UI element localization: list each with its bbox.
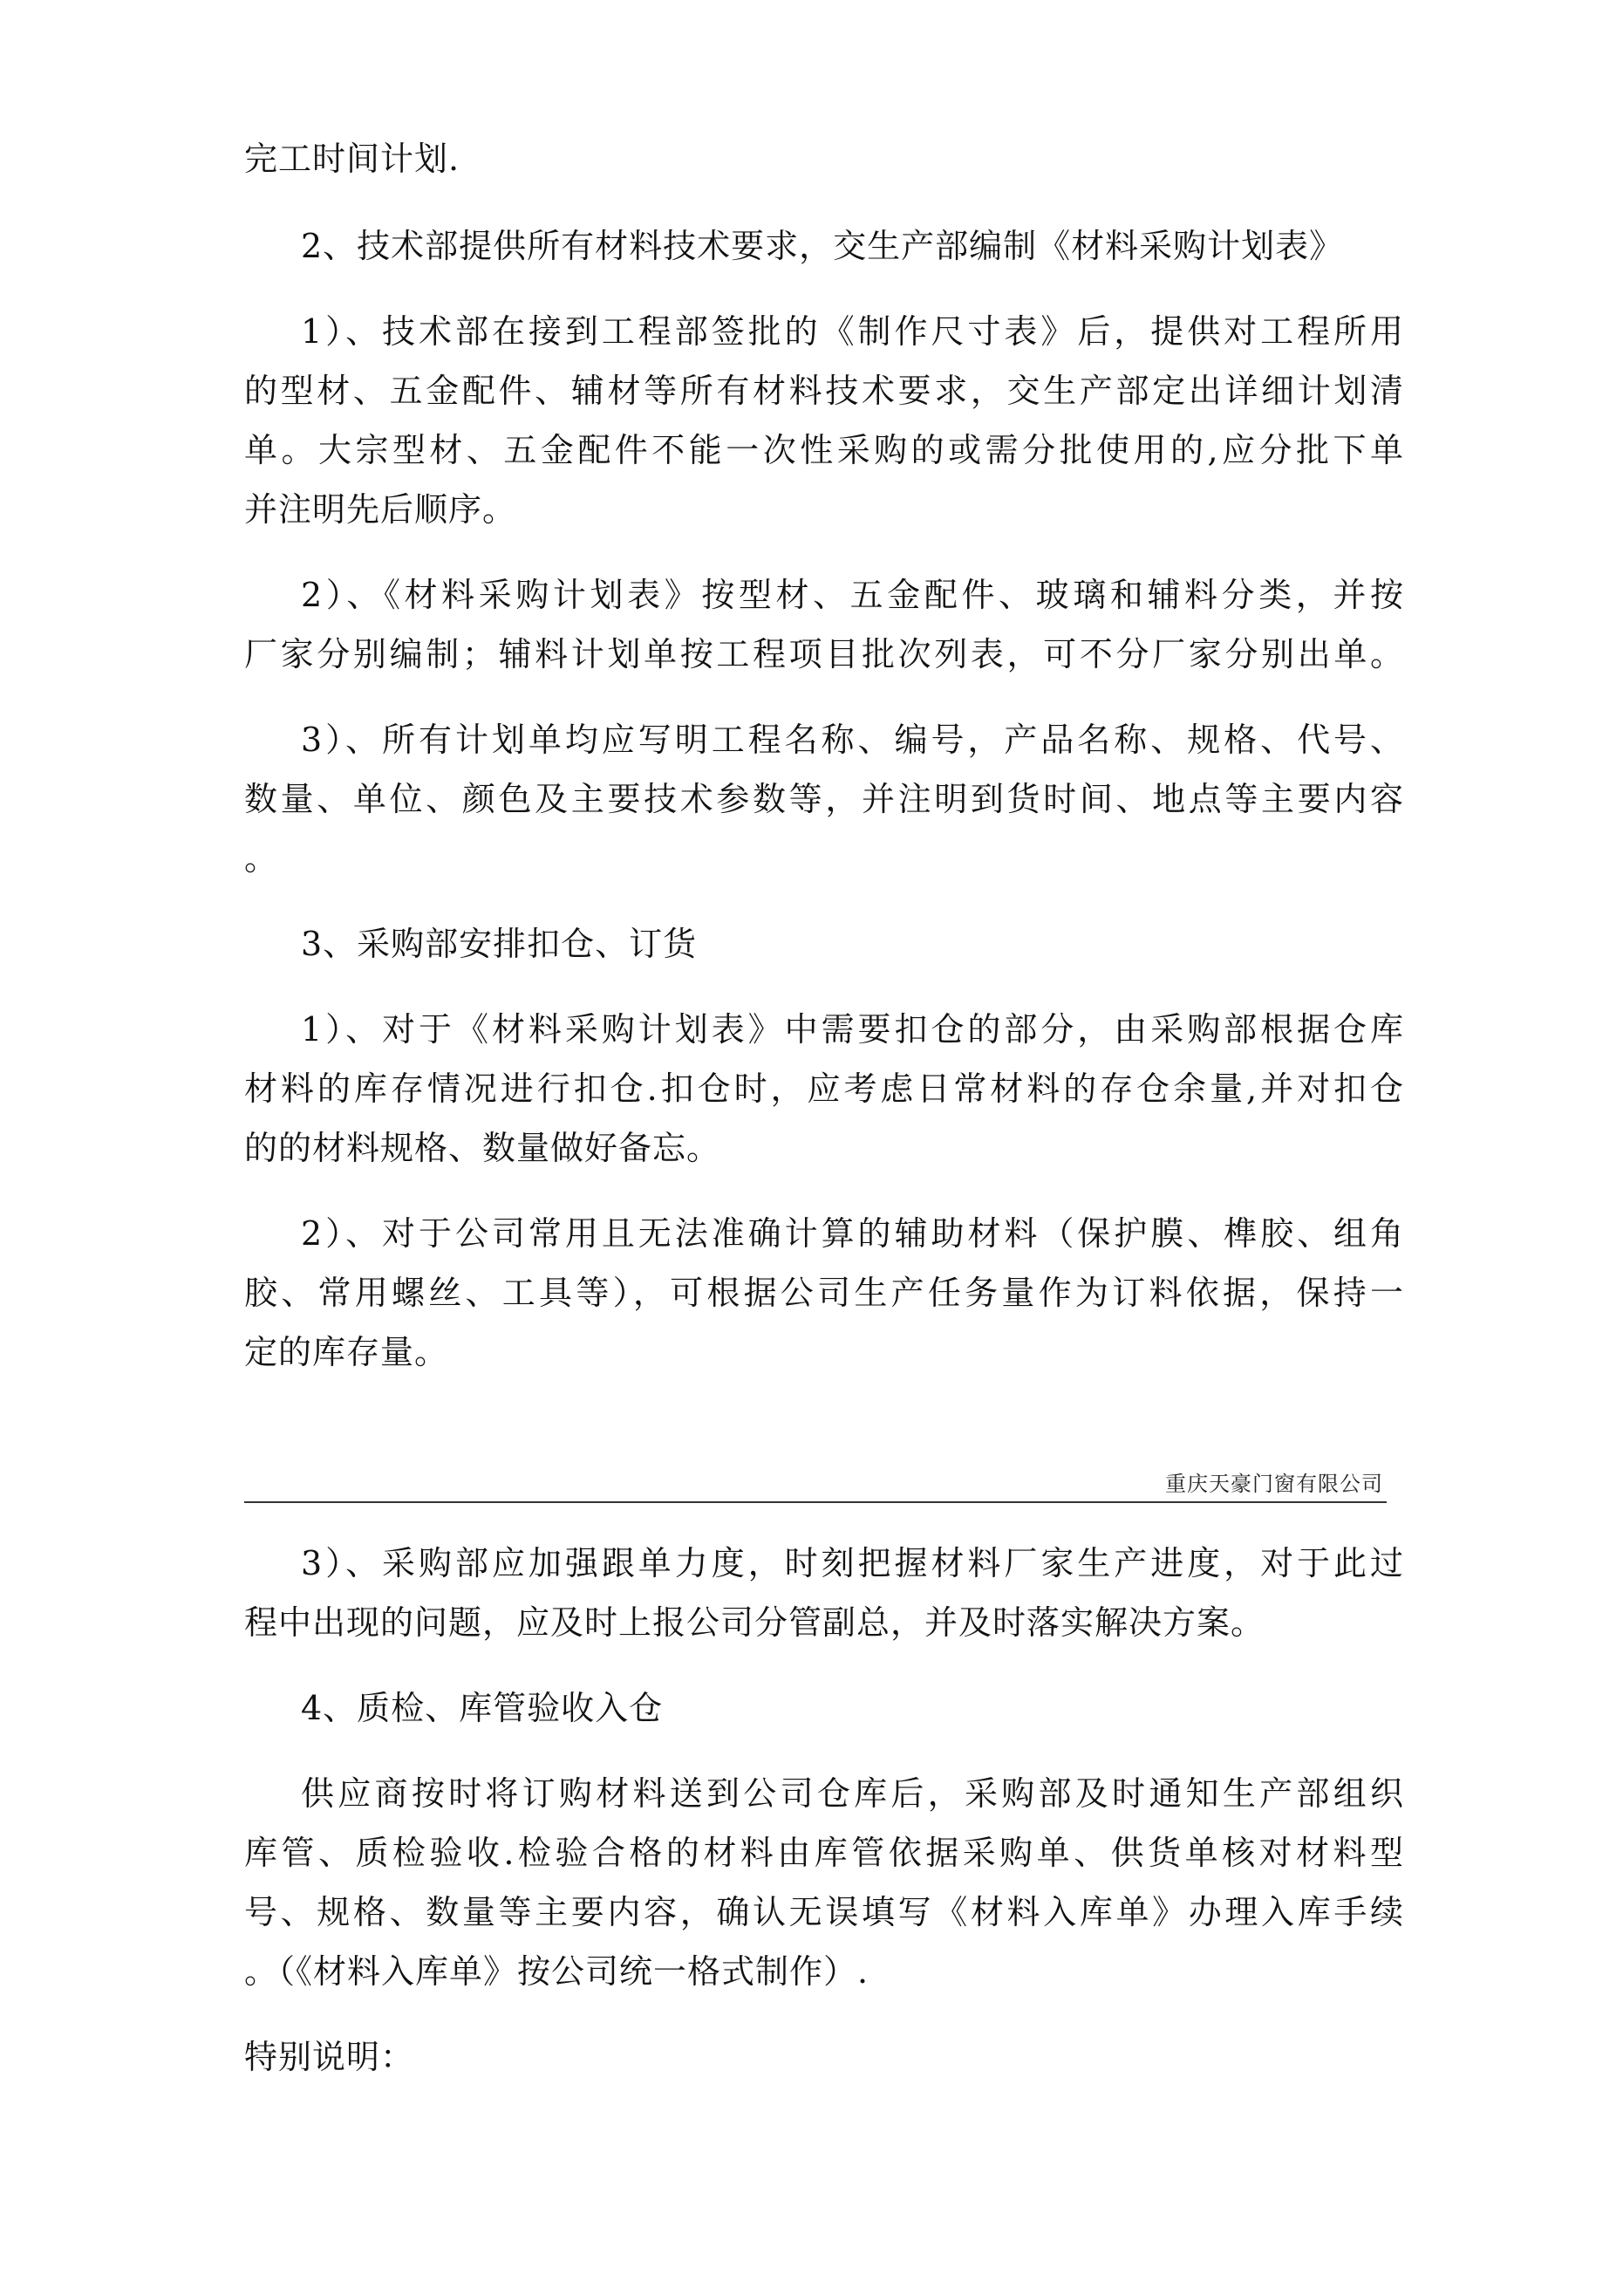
text-line: 程中出现的问题，应及时上报公司分管副总，并及时落实解决方案。	[244, 1603, 1265, 1642]
text-line: 并注明先后顺序。	[244, 490, 517, 529]
section-heading: 特别说明：	[244, 2038, 415, 2076]
section-heading: 2、技术部提供所有材料技术要求，交生产部编制《材料采购计划表》	[301, 227, 1344, 265]
section-heading: 4、质检、库管验收入仓	[301, 1689, 664, 1727]
text-line: 1）、对于《材料采购计划表》中需要扣仓的部分，由采购部根据仓库	[301, 1010, 1404, 1049]
divider	[244, 1501, 1387, 1503]
text-line: 号、规格、数量等主要内容，确认无误填写《材料入库单》办理入库手续	[244, 1893, 1404, 1931]
text-line: 的的材料规格、数量做好备忘。	[244, 1129, 721, 1167]
text-line: 供应商按时将订购材料送到公司仓库后，采购部及时通知生产部组织	[301, 1774, 1404, 1813]
text-line: 3）、采购部应加强跟单力度，时刻把握材料厂家生产进度，对于此过	[301, 1544, 1404, 1582]
text-line: 数量、单位、颜色及主要技术参数等，并注明到货时间、地点等主要内容	[244, 780, 1404, 818]
text-line: 。（《材料入库单》按公司统一格式制作）.	[244, 1952, 869, 1991]
text-line: 2）、对于公司常用且无法准确计算的辅助材料（保护膜、榫胶、组角	[301, 1214, 1404, 1253]
text-line: 。	[244, 839, 279, 878]
company-name: 重庆天豪门窗有限公司	[1165, 1472, 1383, 1496]
text-line: 3）、所有计划单均应写明工程名称、编号，产品名称、规格、代号、	[301, 721, 1404, 759]
text-line: 2）、《材料采购计划表》按型材、五金配件、玻璃和辅料分类，并按	[301, 576, 1404, 614]
text-line: 定的库存量。	[244, 1333, 449, 1371]
text-line: 材料的库存情况进行扣仓.扣仓时，应考虑日常材料的存仓余量,并对扣仓	[244, 1069, 1404, 1108]
text-line: 胶、常用螺丝、工具等），可根据公司生产任务量作为订料依据，保持一	[244, 1274, 1404, 1312]
text-line: 厂家分别编制；辅料计划单按工程项目批次列表，可不分厂家分别出单。	[244, 635, 1404, 673]
text-line: 完工时间计划.	[244, 140, 460, 178]
section-heading: 3、采购部安排扣仓、订货	[301, 925, 698, 963]
text-line: 的型材、五金配件、辅材等所有材料技术要求，交生产部定出详细计划清	[244, 372, 1404, 410]
text-line: 库管、质检验收.检验合格的材料由库管依据采购单、供货单核对材料型	[244, 1834, 1404, 1872]
text-line: 单。大宗型材、五金配件不能一次性采购的或需分批使用的,应分批下单	[244, 431, 1404, 469]
text-line: 1）、技术部在接到工程部签批的《制作尺寸表》后，提供对工程所用	[301, 312, 1404, 351]
